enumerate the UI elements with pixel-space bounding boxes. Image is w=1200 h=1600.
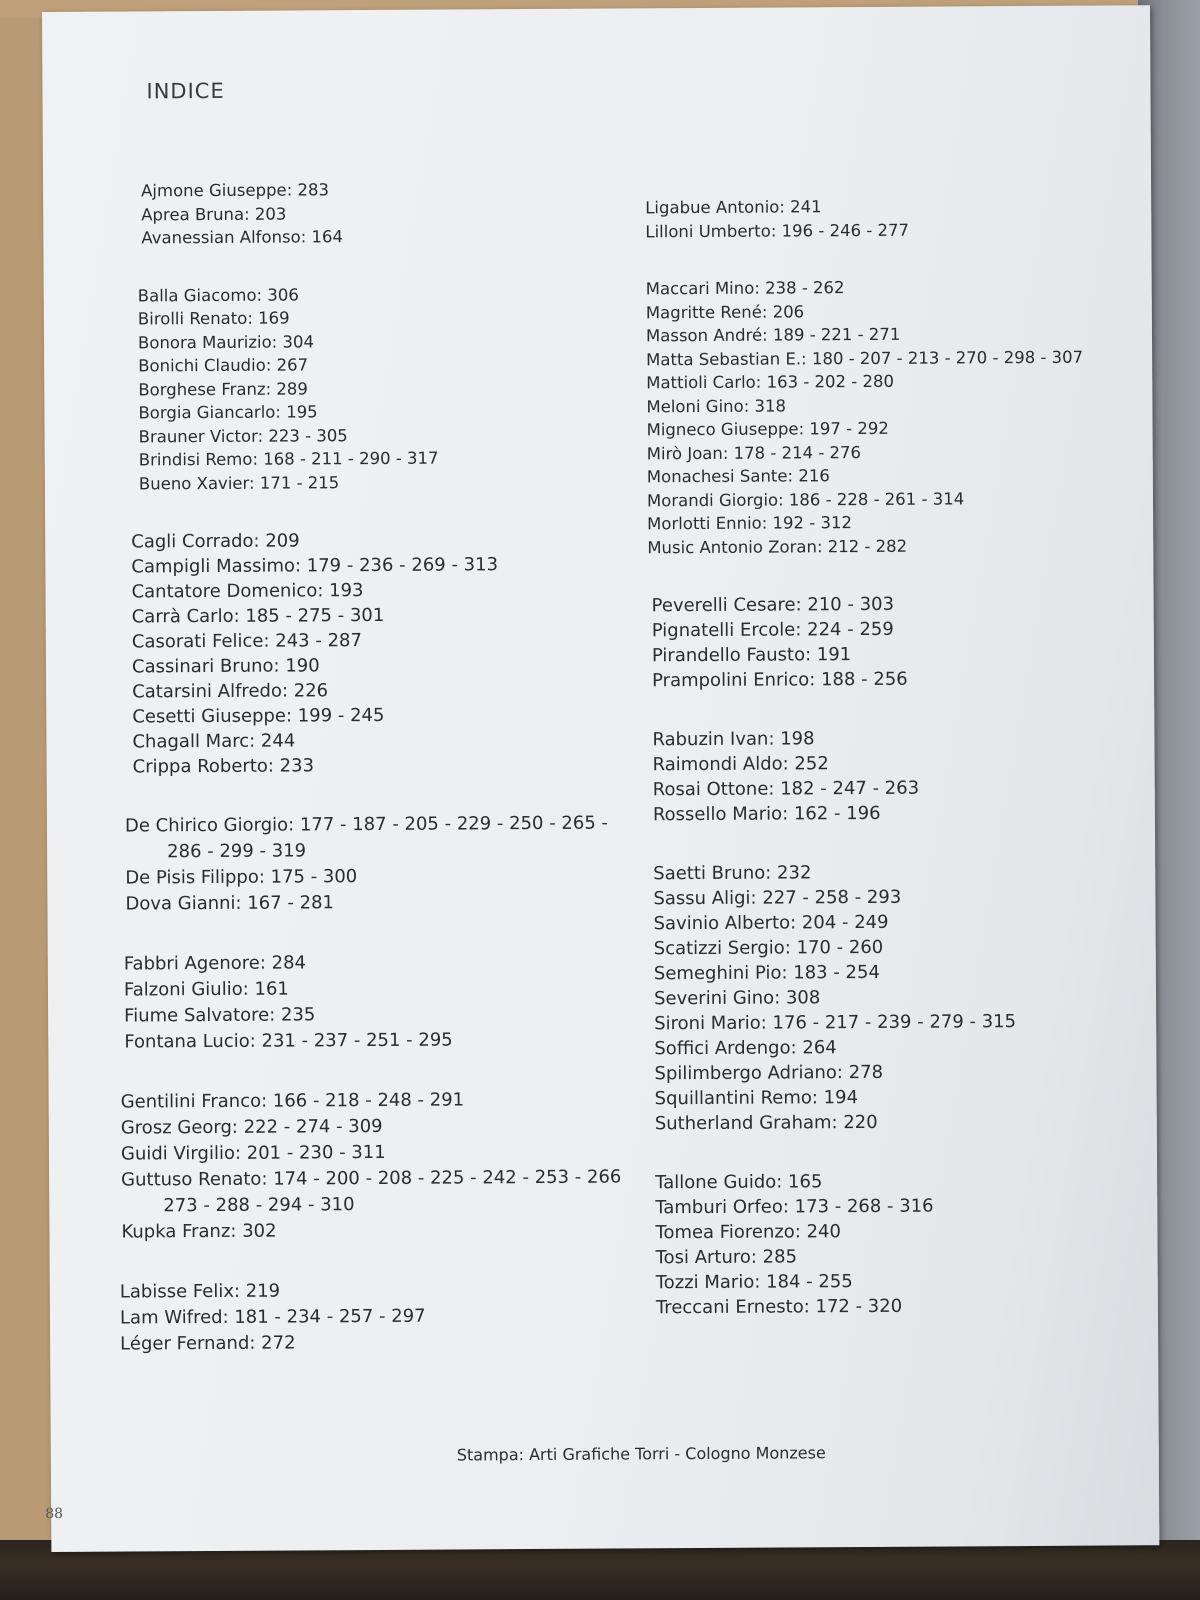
index-entry: Pignatelli Ercole: 224 - 259 xyxy=(651,618,894,642)
index-entry: Casorati Felice: 243 - 287 xyxy=(131,630,362,653)
index-entry xyxy=(125,810,657,865)
index-entry: Lam Wifred: 181 - 234 - 257 - 297 xyxy=(119,1305,426,1329)
index-entry: Migneco Giuseppe: 197 - 292 xyxy=(646,418,889,440)
index-entry: Mirò Joan: 178 - 214 - 276 xyxy=(646,442,862,463)
index-entry: Meloni Gino: 318 xyxy=(646,395,787,416)
index-group-t xyxy=(655,1167,1132,1320)
index-group-r xyxy=(652,724,1129,827)
index-entry: Cagli Corrado: 209 xyxy=(131,530,300,553)
index-entry-line: De Chirico Giorgio: 177 - 187 - 205 - 229 - 250 - 265 - xyxy=(124,812,609,837)
index-entry: Balla Giacomo: 306 xyxy=(137,284,299,305)
index-entry: Matta Sebastian E.: 180 - 207 - 213 - 270 - 298 - 307 xyxy=(646,347,1084,369)
index-entry: Tamburi Orfeo: 173 - 268 - 316 xyxy=(655,1195,934,1219)
index-entry-line: Guttuso Renato: 174 - 200 - 208 - 225 - 242 - 253 - 266 xyxy=(121,1166,622,1191)
index-group-c xyxy=(131,526,657,779)
index-entry: Rossello Mario: 162 - 196 xyxy=(652,802,881,826)
index-heading: INDICE xyxy=(146,78,225,104)
index-entry: Mattioli Carlo: 163 - 202 - 280 xyxy=(646,371,894,393)
index-entry: Sassu Aligi: 227 - 258 - 293 xyxy=(653,886,902,910)
index-group-l xyxy=(120,1276,660,1357)
index-entry: Morlotti Ennio: 192 - 312 xyxy=(647,513,853,534)
index-group-a xyxy=(141,176,653,250)
index-group-b xyxy=(138,281,655,496)
index-entry: Tomea Fiorenzo: 240 xyxy=(655,1221,841,1244)
printer-credit: Stampa: Arti Grafiche Torri - Cologno Monzese xyxy=(456,1443,826,1465)
index-entry: Bueno Xavier: 171 - 215 xyxy=(138,472,340,493)
index-entry: Cesetti Giuseppe: 199 - 245 xyxy=(132,704,385,728)
index-group-m xyxy=(646,274,1128,559)
index-entry: Guidi Virgilio: 201 - 230 - 311 xyxy=(120,1141,386,1165)
index-entry: Birolli Renato: 169 xyxy=(137,308,290,329)
index-entry: Sironi Mario: 176 - 217 - 239 - 279 - 315 xyxy=(654,1011,1017,1035)
index-entry: Rosai Ottone: 182 - 247 - 263 xyxy=(652,777,920,801)
index-entry: Spilimbergo Adriano: 278 xyxy=(654,1061,884,1085)
index-entry: Music Antonio Zoran: 212 - 282 xyxy=(647,536,908,557)
index-entry: Soffici Ardengo: 264 xyxy=(654,1037,837,1060)
index-entry: Gentilini Franco: 166 - 218 - 248 - 291 xyxy=(120,1089,465,1113)
index-entry: Chagall Marc: 244 xyxy=(132,730,296,753)
index-entry: Catarsini Alfredo: 226 xyxy=(132,680,329,703)
index-entry: Cantatore Domenico: 193 xyxy=(131,580,364,603)
index-entry: Léger Fernand: 272 xyxy=(120,1332,296,1355)
index-right-column xyxy=(645,173,1132,1354)
index-entry: Ligabue Antonio: 241 xyxy=(645,197,822,218)
index-entry: Treccani Ernesto: 172 - 320 xyxy=(655,1295,903,1319)
index-entry: Masson André: 189 - 221 - 271 xyxy=(645,324,901,346)
index-entry: Borghese Franz: 289 xyxy=(138,378,308,399)
index-entry: Borgia Giancarlo: 195 xyxy=(138,402,318,423)
index-entry: Lilloni Umberto: 196 - 246 - 277 xyxy=(645,220,910,241)
index-entry: Grosz Georg: 222 - 274 - 309 xyxy=(120,1115,383,1139)
index-entry: Fabbri Agenore: 284 xyxy=(123,952,307,975)
index-entry: Labisse Felix: 219 xyxy=(119,1280,281,1303)
index-entry: Saetti Bruno: 232 xyxy=(653,862,812,885)
index-entry: Severini Gino: 308 xyxy=(653,987,821,1010)
index-entry: Cassinari Bruno: 190 xyxy=(131,655,320,678)
index-entry: Tallone Guido: 165 xyxy=(655,1171,823,1194)
index-entry: Sutherland Graham: 220 xyxy=(654,1111,878,1135)
index-group-g-k xyxy=(121,1086,660,1245)
index-entry: Tosi Arturo: 285 xyxy=(655,1246,798,1269)
index-entry: Ajmone Giuseppe: 283 xyxy=(141,180,330,201)
index-group-s xyxy=(653,858,1131,1136)
index-entry: Bonora Maurizio: 304 xyxy=(137,331,314,352)
index-group-l-right xyxy=(645,193,1125,243)
index-entry: Campigli Massimo: 179 - 236 - 269 - 313 xyxy=(131,554,499,578)
index-entry: Aprea Bruna: 203 xyxy=(141,204,287,224)
index-entry: Peverelli Cesare: 210 - 303 xyxy=(651,593,895,617)
book-page xyxy=(42,5,1159,1552)
index-group-d xyxy=(125,810,658,917)
index-entry: Brindisi Remo: 168 - 211 - 290 - 317 xyxy=(138,448,439,470)
index-entry: Semeghini Pio: 183 - 254 xyxy=(653,961,880,985)
index-entry: Maccari Mino: 238 - 262 xyxy=(645,278,845,299)
index-entry: Rabuzin Ivan: 198 xyxy=(652,728,815,751)
index-entry: Magritte René: 206 xyxy=(645,301,805,322)
index-entry: Carrà Carlo: 185 - 275 - 301 xyxy=(131,604,385,628)
index-entry xyxy=(121,1164,659,1219)
index-entry: Dova Gianni: 167 - 281 xyxy=(125,892,335,915)
index-entry: Falzoni Giulio: 161 xyxy=(123,978,289,1001)
index-entry: Squillantini Remo: 194 xyxy=(654,1087,859,1110)
index-entry: Kupka Franz: 302 xyxy=(121,1220,277,1243)
index-entry: Monachesi Sante: 216 xyxy=(646,466,830,487)
index-entry-continuation: 286 - 299 - 319 xyxy=(167,840,307,863)
index-entry: Fiume Salvatore: 235 xyxy=(124,1004,316,1027)
index-entry: Crippa Roberto: 233 xyxy=(132,755,315,778)
index-entry: Tozzi Mario: 184 - 255 xyxy=(655,1271,853,1294)
index-group-f xyxy=(124,948,659,1055)
page-number: 88 xyxy=(45,1505,64,1523)
index-entry: Savinio Alberto: 204 - 249 xyxy=(653,911,889,935)
index-left-column xyxy=(113,176,660,1391)
index-entry: De Pisis Filippo: 175 - 300 xyxy=(125,866,358,889)
index-entry-continuation: 273 - 288 - 294 - 310 xyxy=(163,1194,355,1217)
index-entry: Prampolini Enrico: 188 - 256 xyxy=(652,668,908,692)
index-entry: Raimondi Aldo: 252 xyxy=(652,753,829,776)
index-entry: Bonichi Claudio: 267 xyxy=(138,355,309,376)
index-entry: Fontana Lucio: 231 - 237 - 251 - 295 xyxy=(124,1029,453,1053)
index-entry: Pirandello Fausto: 191 xyxy=(651,644,852,667)
index-group-p xyxy=(652,590,1129,693)
index-entry: Avanessian Alfonso: 164 xyxy=(141,227,344,248)
index-entry: Scatizzi Sergio: 170 - 260 xyxy=(653,936,884,960)
index-entry: Morandi Giorgio: 186 - 228 - 261 - 314 xyxy=(646,488,965,510)
index-entry: Brauner Victor: 223 - 305 xyxy=(138,425,348,446)
